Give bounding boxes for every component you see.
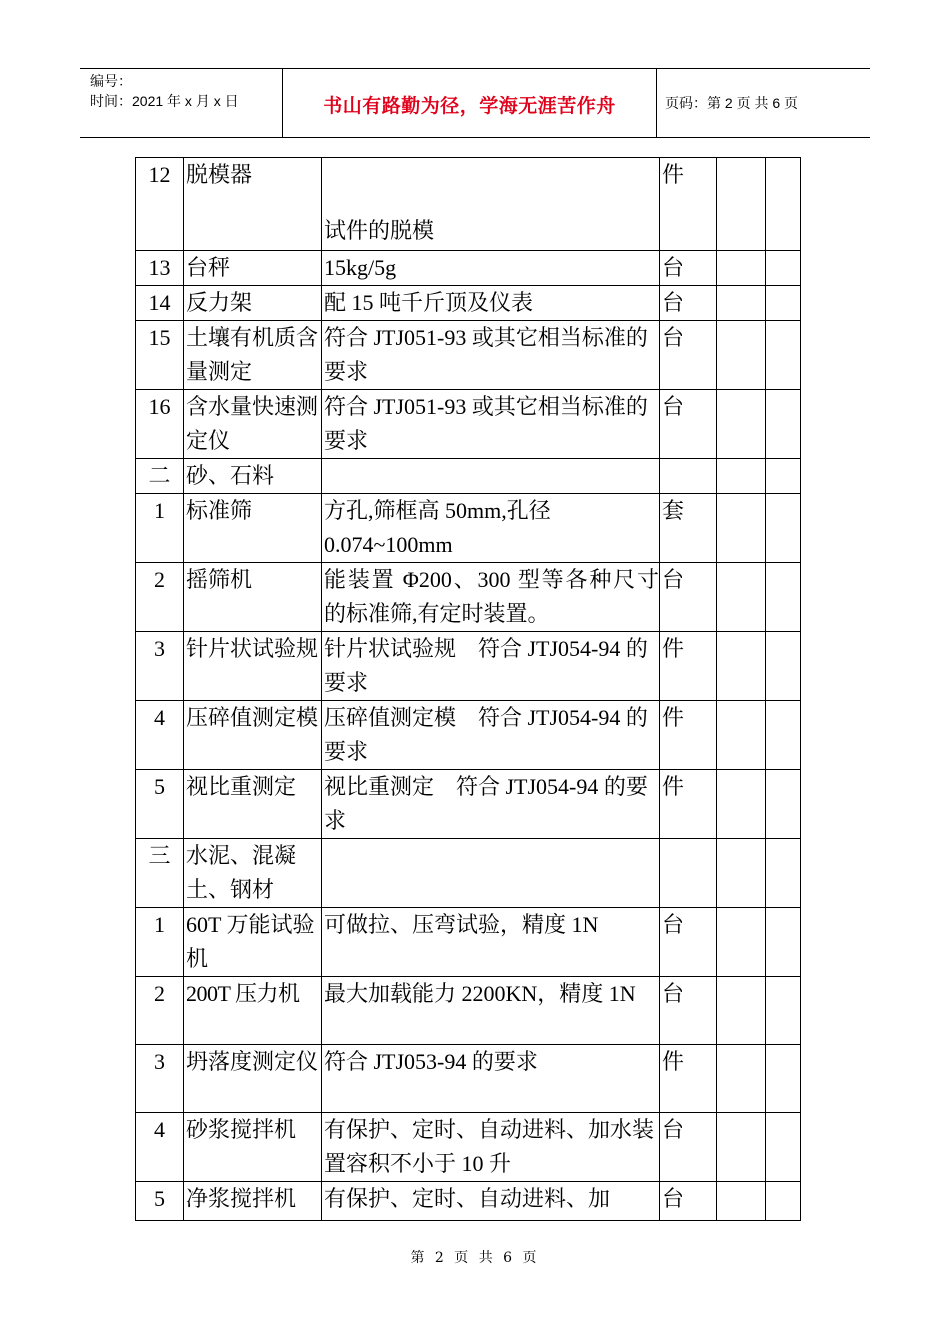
equipment-spec	[322, 459, 660, 494]
equipment-unit: 台	[660, 563, 717, 632]
empty-cell	[766, 839, 801, 908]
empty-cell	[717, 1113, 766, 1182]
equipment-unit: 套	[660, 494, 717, 563]
empty-cell	[717, 158, 766, 251]
equipment-unit: 件	[660, 701, 717, 770]
empty-cell	[717, 494, 766, 563]
equipment-unit: 台	[660, 251, 717, 286]
table-row	[136, 158, 801, 251]
section-title: 砂、石料	[184, 459, 322, 494]
header-motto-cell	[283, 69, 657, 137]
equipment-spec: 可做拉、压弯试验，精度 1N	[322, 908, 660, 977]
equipment-spec: 方孔,筛框高 50mm,孔径 0.074~100mm	[322, 494, 660, 563]
equipment-spec: 符合 JTJ053-94 的要求	[322, 1045, 660, 1113]
equipment-table	[135, 157, 801, 1221]
equipment-name: 含水量快速测定仪	[184, 390, 322, 459]
empty-cell	[766, 1182, 801, 1221]
page-footer: 第 2 页 共 6 页	[410, 1250, 540, 1266]
section-row	[136, 459, 801, 494]
empty-cell	[766, 632, 801, 701]
table-row	[136, 1045, 801, 1113]
table-row	[136, 701, 801, 770]
equipment-unit: 件	[660, 770, 717, 839]
row-number: 1	[136, 494, 184, 563]
empty-cell	[766, 321, 801, 390]
empty-cell	[766, 494, 801, 563]
row-number: 3	[136, 632, 184, 701]
empty-cell	[717, 632, 766, 701]
equipment-spec: 针片状试验规 符合 JTJ054-94 的要求	[322, 632, 660, 701]
equipment-unit: 台	[660, 390, 717, 459]
empty-cell	[717, 839, 766, 908]
table-row	[136, 286, 801, 321]
equipment-name: 压碎值测定模	[184, 701, 322, 770]
equipment-name: 60T 万能试验机	[184, 908, 322, 977]
empty-cell	[766, 1113, 801, 1182]
header-page-cell	[657, 69, 870, 137]
equipment-unit: 件	[660, 158, 717, 251]
empty-cell	[766, 459, 801, 494]
equipment-unit: 台	[660, 1182, 717, 1221]
equipment-name: 200T 压力机	[184, 977, 322, 1045]
equipment-name: 砂浆搅拌机	[184, 1113, 322, 1182]
empty-cell	[717, 701, 766, 770]
equipment-name: 坍落度测定仪	[184, 1045, 322, 1113]
equipment-name: 视比重测定	[184, 770, 322, 839]
section-number: 三	[136, 839, 184, 908]
empty-cell	[766, 251, 801, 286]
empty-cell	[717, 251, 766, 286]
empty-cell	[717, 286, 766, 321]
equipment-unit	[660, 839, 717, 908]
time-label: 时间：2021 年 x 月 x 日	[90, 93, 239, 109]
table-row	[136, 770, 801, 839]
table-row	[136, 977, 801, 1045]
table-row	[136, 1113, 801, 1182]
row-number: 2	[136, 563, 184, 632]
section-row	[136, 839, 801, 908]
equipment-name: 台秤	[184, 251, 322, 286]
table-row	[136, 494, 801, 563]
equipment-spec: 有保护、定时、自动进料、加	[322, 1182, 660, 1221]
equipment-unit: 台	[660, 908, 717, 977]
equipment-name: 针片状试验规	[184, 632, 322, 701]
equipment-spec: 配 15 吨千斤顶及仪表	[322, 286, 660, 321]
row-number: 4	[136, 701, 184, 770]
table-row	[136, 390, 801, 459]
empty-cell	[766, 390, 801, 459]
empty-cell	[766, 908, 801, 977]
header-meta	[80, 69, 283, 137]
empty-cell	[717, 1182, 766, 1221]
equipment-name: 净浆搅拌机	[184, 1182, 322, 1221]
empty-cell	[717, 390, 766, 459]
equipment-name: 土壤有机质含量测定	[184, 321, 322, 390]
empty-cell	[717, 1045, 766, 1113]
row-number: 2	[136, 977, 184, 1045]
equipment-spec: 视比重测定 符合 JTJ054-94 的要求	[322, 770, 660, 839]
equipment-name: 标准筛	[184, 494, 322, 563]
equipment-spec: 能装置 Φ200、300 型等各种尺寸的标准筛,有定时装置。	[322, 563, 660, 632]
empty-cell	[766, 770, 801, 839]
table-row	[136, 563, 801, 632]
row-number: 4	[136, 1113, 184, 1182]
header-page-info: 页码：第 2 页 共 6 页	[665, 95, 799, 111]
empty-cell	[717, 321, 766, 390]
row-number: 3	[136, 1045, 184, 1113]
equipment-spec: 有保护、定时、自动进料、加水装置容积不小于 10 升	[322, 1113, 660, 1182]
motto: 书山有路勤为径，学海无涯苦作舟	[323, 95, 616, 117]
row-number: 5	[136, 770, 184, 839]
equipment-unit: 台	[660, 321, 717, 390]
empty-cell	[766, 158, 801, 251]
equipment-name: 摇筛机	[184, 563, 322, 632]
section-title: 水泥、混凝土、钢材	[184, 839, 322, 908]
page-header	[80, 68, 870, 138]
equipment-spec: 最大加载能力 2200KN，精度 1N	[322, 977, 660, 1045]
empty-cell	[717, 908, 766, 977]
equipment-spec	[322, 839, 660, 908]
table-row	[136, 632, 801, 701]
equipment-unit: 台	[660, 977, 717, 1045]
equipment-spec: 符合 JTJ051-93 或其它相当标准的要求	[322, 390, 660, 459]
table-row	[136, 908, 801, 977]
table-row	[136, 1182, 801, 1221]
empty-cell	[717, 977, 766, 1045]
empty-cell	[717, 459, 766, 494]
empty-cell	[766, 563, 801, 632]
equipment-spec: 压碎值测定模 符合 JTJ054-94 的要求	[322, 701, 660, 770]
equipment-name: 脱模器	[184, 158, 322, 251]
equipment-spec: 符合 JTJ051-93 或其它相当标准的要求	[322, 321, 660, 390]
empty-cell	[717, 770, 766, 839]
empty-cell	[766, 977, 801, 1045]
spec-text: 试件的脱模	[324, 218, 435, 243]
table-row	[136, 251, 801, 286]
empty-cell	[766, 701, 801, 770]
row-number: 1	[136, 908, 184, 977]
serial-label: 编号：	[90, 73, 132, 89]
row-number: 13	[136, 251, 184, 286]
row-number: 12	[136, 158, 184, 251]
table-row	[136, 321, 801, 390]
equipment-name: 反力架	[184, 286, 322, 321]
equipment-unit: 件	[660, 1045, 717, 1113]
empty-cell	[766, 286, 801, 321]
equipment-unit	[660, 459, 717, 494]
equipment-spec: 15kg/5g	[322, 251, 660, 286]
empty-cell	[766, 1045, 801, 1113]
equipment-spec	[322, 158, 660, 251]
empty-cell	[717, 563, 766, 632]
row-number: 16	[136, 390, 184, 459]
section-number: 二	[136, 459, 184, 494]
equipment-unit: 件	[660, 632, 717, 701]
row-number: 14	[136, 286, 184, 321]
row-number: 15	[136, 321, 184, 390]
equipment-unit: 台	[660, 1113, 717, 1182]
equipment-unit: 台	[660, 286, 717, 321]
row-number: 5	[136, 1182, 184, 1221]
